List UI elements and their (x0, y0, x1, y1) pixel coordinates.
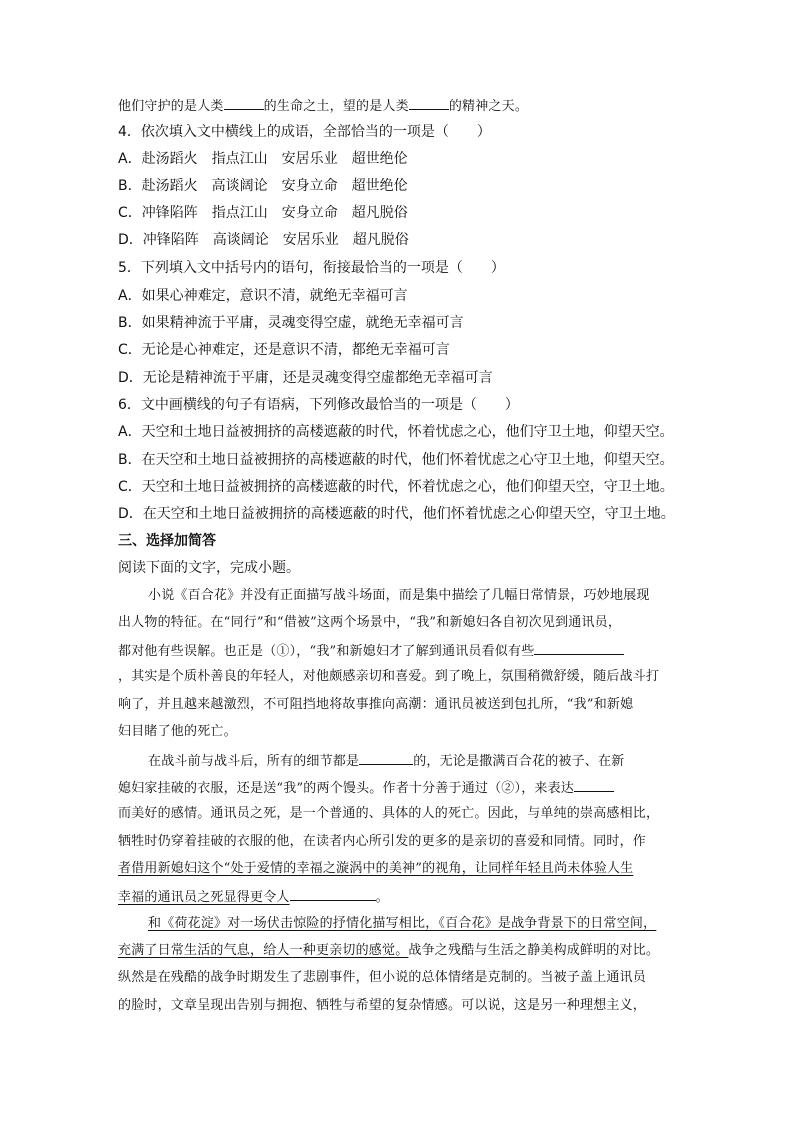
underlined-sentence-segment: 幸福的通讯员之死显得更令人 (118, 890, 290, 905)
question-6-stem: 6．文中画横线的句子有语病，下列修改最恰当的一项是（ ） (118, 397, 519, 413)
question-4-option: C．冲锋陷阵 指点江山 安身立命 超凡脱俗 (118, 205, 408, 221)
question-6-option: C．天空和土地日益被拥挤的高楼遮蔽的时代，怀着忧虑之心，他们仰望天空，守卫土地。 (118, 479, 674, 495)
section-instruction: 阅读下面的文字，完成小题。 (118, 560, 300, 576)
text-segment: 。 (375, 890, 389, 905)
text-segment: 在战斗前与战斗后，所有的细节都是 (148, 754, 360, 769)
question-4-option: D．冲锋陷阵 高谈阔论 安居乐业 超凡脱俗 (118, 232, 409, 248)
answer-blank (224, 96, 264, 110)
question-6-option: B．在天空和土地日益被拥挤的高楼遮蔽的时代，他们怀着忧虑之心守卫土地，仰望天空。 (118, 452, 674, 468)
question-4-option: A．赴汤蹈火 指点江山 安居乐业 超世绝伦 (118, 151, 408, 167)
answer-blank (409, 96, 449, 110)
text-segment: 他们守护的是人类 (118, 99, 224, 114)
question-4-option: B．赴汤蹈火 高谈阔论 安身立命 超世绝伦 (118, 178, 408, 194)
question-5-option: D．无论是精神流于平庸，还是灵魂变得空虚都绝无幸福可言 (118, 370, 493, 386)
text-segment: 媳妇家挂破的衣服，还是送“我”的两个馒头。作者十分善于通过（②），来表达 (118, 781, 574, 796)
passage-line: 牺牲时仍穿着挂破的衣服的他，在读者内心所引发的更多的是亲切的喜爱和同情。同时，作 (118, 834, 647, 849)
passage-line: 的脸时，文章呈现出告别与拥抱、牺牲与希望的复杂情感。可以说，这是另一种理想主义， (118, 998, 647, 1013)
wavy-underlined-line: 和《荷花淀》对一场伏击惊险的抒情化描写相比，《百合花》是战争背景下的日常空间， (148, 916, 657, 931)
passage-line: 出人物的特征。在“同行”和“借被”这两个场景中，“我”和新媳妇各自初次见到通讯员， (118, 615, 622, 630)
passage-line (118, 778, 614, 798)
question-6-option: A．天空和土地日益被拥挤的高楼遮蔽的时代，怀着忧虑之心，他们守卫土地，仰望天空。 (118, 424, 674, 440)
wavy-underlined-segment: 充满了日常生活的气息，给人一种更亲切的感觉。 (118, 943, 409, 958)
question-5-option: A．如果心神难定，意识不清，就绝无幸福可言 (118, 288, 408, 304)
passage-line: 纵然是在残酷的战争时期发生了悲剧事件，但小说的总体情绪是克制的。当被子盖上通讯员 (118, 970, 647, 985)
passage-line: ，其实是个质朴善良的年轻人，对他颇感亲切和喜爱。到了晚上，氛围稍微舒缓，随后战斗打 (118, 669, 660, 684)
question-5-option: B．如果精神流于平庸，灵魂变得空虚，就绝无幸福可言 (118, 315, 464, 331)
question-5-stem: 5．下列填入文中括号内的语句，衔接最恰当的一项是（ ） (118, 260, 505, 276)
passage-line: 而美好的感情。通讯员之死，是一个普通的、具体的人的死亡。因此，与单纯的崇高感相比， (118, 806, 660, 821)
underlined-sentence-line: 者借用新媳妇这个“处于爱情的幸福之漩涡中的美神”的视角，让同样年轻且尚未体验人生 (118, 861, 634, 876)
passage-line (118, 942, 659, 960)
passage-line (148, 751, 624, 771)
passage-line: 响了，并且越来越激烈，不可阻挡地将故事推向高潮：通讯员被送到包扎所，“我”和新媳 (118, 697, 634, 712)
text-segment: 战争之残酷与生活之静美构成鲜明的对比。 (408, 943, 660, 958)
question-6-option: D．在天空和土地日益被拥挤的高楼遮蔽的时代，他们怀着忧虑之心仰望天空，守卫土地。 (118, 506, 675, 522)
answer-blank (574, 778, 614, 792)
text-segment: 都对他有些误解。也正是（①），“我”和新媳妇才了解到通讯员看似有些 (118, 644, 535, 659)
answer-blank (534, 641, 624, 655)
text-segment: 的精神之天。 (448, 99, 529, 114)
passage-line (118, 887, 389, 907)
question-4-stem: 4．依次填入文中横线上的成语，全部恰当的一项是（ ） (118, 124, 491, 140)
question-5-option: C．无论是心神难定，还是意识不清，都绝无幸福可言 (118, 342, 450, 358)
passage-line (118, 641, 624, 661)
answer-blank (359, 751, 413, 765)
answer-blank (290, 887, 376, 901)
text-segment: 的，无论是撒满百合花的被子、在新 (413, 754, 625, 769)
text-segment: 的生命之土，望的是人类 (263, 99, 409, 114)
passage-line: 小说《百合花》并没有正面描写战斗场面，而是集中描绘了几幅日常情景，巧妙地展现 (148, 588, 650, 603)
fill-in-line (118, 96, 528, 116)
passage-line: 妇目睹了他的死亡。 (118, 724, 237, 739)
section-heading: 三、选择加简答 (118, 533, 216, 549)
